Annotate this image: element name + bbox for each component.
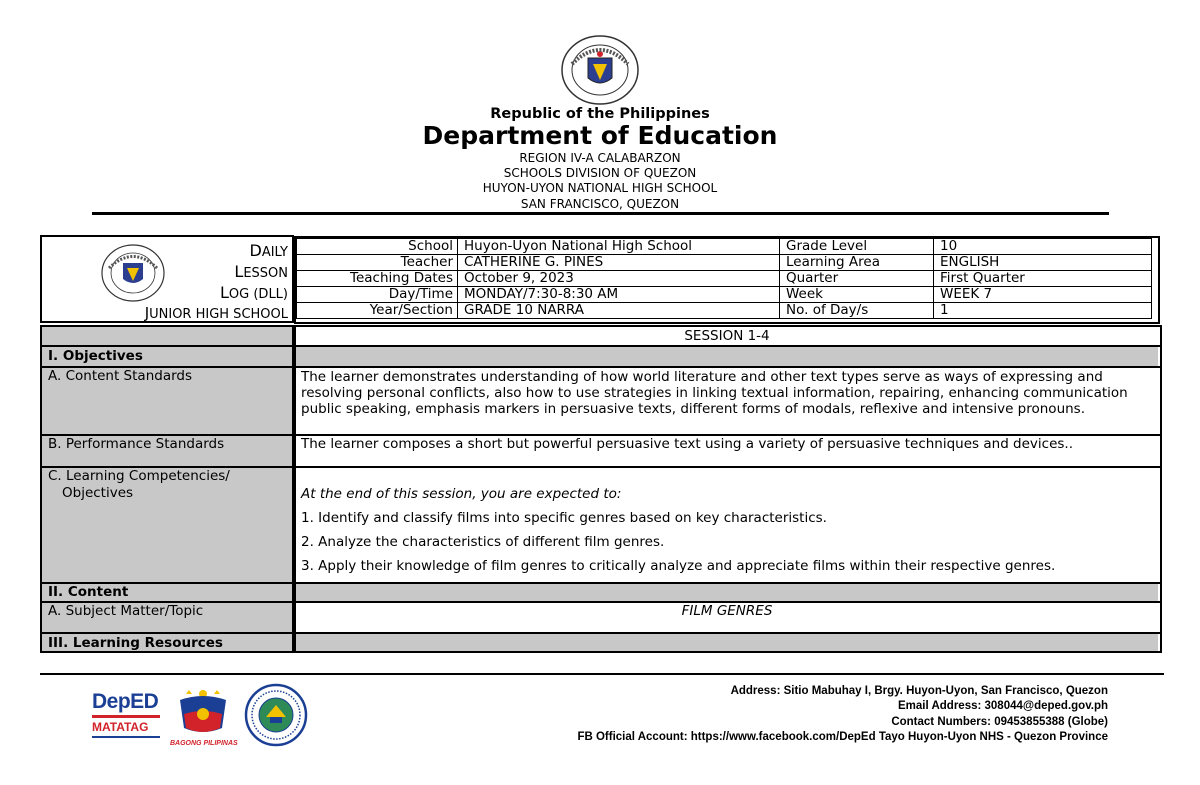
footer-address: Address: Sitio Mabuhay I, Brgy. Huyon-Uyon, San Francisco, Quezon [730, 685, 1108, 697]
region-line: REGION IV-A CALABARZON [519, 151, 681, 165]
quarter-value: First Quarter [934, 271, 1152, 287]
teaching-dates-value: October 9, 2023 [458, 271, 780, 287]
dll-title-jhs: JUNIOR HIGH SCHOOL [144, 304, 288, 322]
subject-matter-value: FILM GENRES [681, 603, 773, 619]
content-heading: II. Content [42, 584, 292, 601]
bagong-pilipinas-icon [170, 686, 236, 736]
day-time-value: MONDAY/7:30-8:30 AM [458, 287, 780, 303]
learning-area-label: Learning Area [780, 255, 934, 271]
division-line: SCHOOLS DIVISION OF QUEZON [503, 166, 697, 180]
matatag-wordmark: MATATAG [92, 720, 149, 734]
week-label: Week [780, 287, 934, 303]
session-header: SESSION 1-4 [684, 328, 770, 344]
school-line: HUYON-UYON NATIONAL HIGH SCHOOL [482, 181, 718, 195]
column-divider [292, 327, 296, 651]
competency-item: 2. Analyze the characteristics of different film genres. [301, 534, 665, 550]
deped-wordmark: DepED [92, 690, 159, 713]
competency-item: 3. Apply their knowledge of film genres to critically analyze and appreciate films within their respective genres. [301, 558, 1056, 574]
content-standards-text: The learner demonstrates understanding of how world literature and other text types serve as ways of expressing and resolving personal conflicts, also how to use strategies in linking textual information, repairing, enhancing communication public speaking, emphasis markers in persuasive texts, different forms of modals, reflexive and intensive pronouns. [301, 369, 1128, 417]
deped-seal-small-logo [100, 243, 166, 303]
deped-seal-logo [560, 34, 640, 106]
no-of-days-value: 1 [934, 303, 1152, 319]
header-divider [92, 212, 1109, 215]
competencies-label-line1: C. Learning Competencies/ [48, 468, 230, 484]
day-time-label: Day/Time [297, 287, 458, 303]
school-value: Huyon-Uyon National High School [458, 239, 780, 255]
footer-contact: Contact Numbers: 09453855388 (Globe) [891, 716, 1108, 728]
info-row-dates [297, 271, 1152, 287]
content-right-cell [296, 584, 1158, 601]
republic-heading: Republic of the Philippines [490, 106, 710, 122]
bagong-pilipinas-text: BAGONG PILIPINAS [170, 740, 238, 747]
resources-right-cell [296, 634, 1158, 651]
competencies-label [42, 468, 292, 582]
competencies-label-line2: Objectives [62, 485, 134, 501]
week-value: WEEK 7 [934, 287, 1152, 303]
info-row-school [297, 239, 1152, 255]
quarter-label: Quarter [780, 271, 934, 287]
learning-area-value: ENGLISH [934, 255, 1152, 271]
performance-standards-text: The learner composes a short but powerful persuasive text using a variety of persuasive techniques and devices.. [301, 436, 1074, 452]
department-heading: Department of Education [422, 121, 778, 150]
objectives-right-cell [296, 347, 1158, 366]
bagong-pilipinas-logo [170, 686, 236, 748]
footer-email: Email Address: 308044@deped.gov.ph [898, 700, 1108, 712]
session-left-cell [42, 327, 292, 345]
location-line: SAN FRANCISCO, QUEZON [520, 197, 680, 211]
year-section-value: GRADE 10 NARRA [458, 303, 780, 319]
competencies-content [296, 486, 1158, 582]
dll-title-daily: DAILY [249, 241, 288, 260]
dll-title-log: LOG (DLL) [220, 283, 288, 302]
dll-title-lesson: LESSON [234, 262, 288, 281]
grade-level-label: Grade Level [780, 239, 934, 255]
footer-fb: FB Official Account: https://www.facebook.com/DepEd Tayo Huyon-Uyon NHS - Quezon Province [577, 731, 1108, 743]
year-section-label: Year/Section [297, 303, 458, 319]
teacher-label: Teacher [297, 255, 458, 271]
info-row-teacher [297, 255, 1152, 271]
lesson-info-table [296, 238, 1152, 319]
deped-matatag-logo [92, 690, 160, 750]
footer-divider [40, 673, 1164, 675]
competencies-intro: At the end of this session, you are expected to: [301, 486, 622, 502]
learning-resources-heading: III. Learning Resources [42, 634, 292, 651]
grade-level-value: 10 [934, 239, 1152, 255]
subject-matter-label: A. Subject Matter/Topic [42, 603, 292, 632]
performance-standards-label: B. Performance Standards [42, 436, 292, 466]
info-row-daytime [297, 287, 1152, 303]
teaching-dates-label: Teaching Dates [297, 271, 458, 287]
no-of-days-label: No. of Day/s [780, 303, 934, 319]
objectives-heading: I. Objectives [42, 347, 292, 366]
competency-item: 1. Identify and classify films into specific genres based on key characteristics. [301, 510, 827, 526]
teacher-value: CATHERINE G. PINES [458, 255, 780, 271]
content-standards-label: A. Content Standards [42, 368, 292, 434]
school-label: School [297, 239, 458, 255]
school-seal-logo [244, 683, 308, 747]
info-row-section [297, 303, 1152, 319]
